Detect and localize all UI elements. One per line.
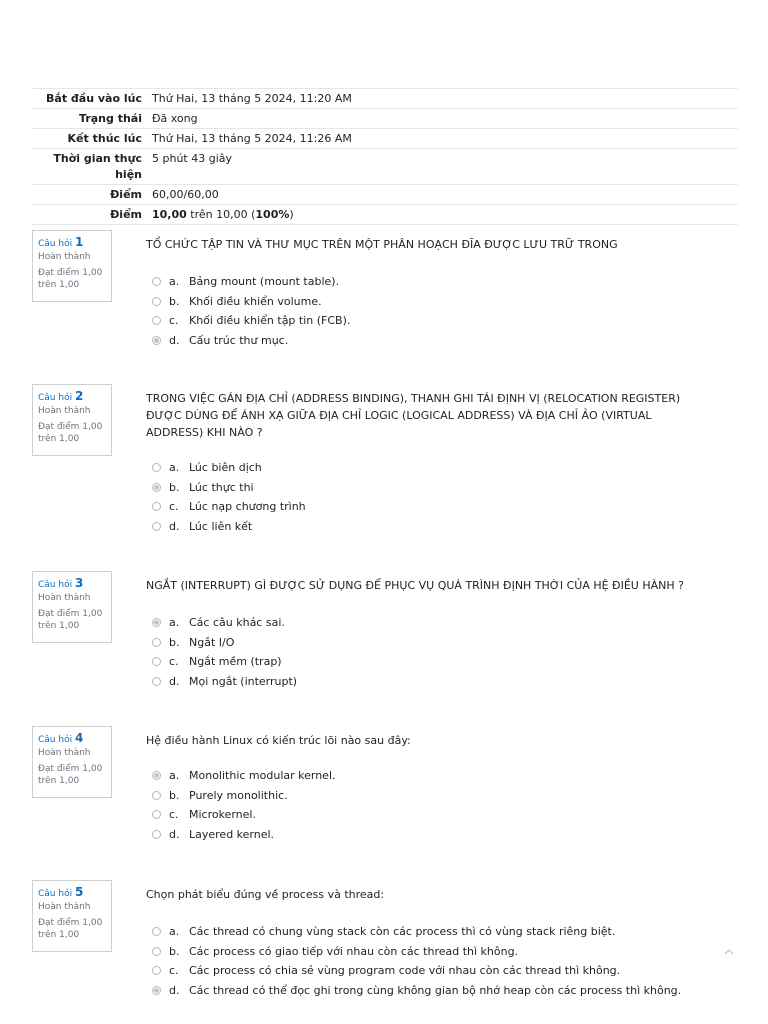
question-state: Hoàn thành xyxy=(38,748,91,758)
grade-close-paren: ) xyxy=(289,208,294,221)
question-grade: Đạt điểm 1,00 trên 1,00 xyxy=(38,268,103,290)
grade-out-of: trên 10,00 ( xyxy=(186,208,256,221)
answer-option[interactable] xyxy=(152,981,681,1001)
summary-value: 5 phút 43 giây xyxy=(152,152,233,165)
radio-icon[interactable] xyxy=(152,657,161,666)
radio-selected-icon[interactable] xyxy=(152,483,161,492)
question-number xyxy=(38,389,111,405)
option-text: Các thread có thể đọc ghi trong cùng không gian bộ nhớ heap còn các process thì không. xyxy=(189,983,682,997)
summary-value: Thứ Hai, 13 tháng 5 2024, 11:20 AM xyxy=(152,92,352,105)
option-text: Purely monolithic. xyxy=(189,788,288,802)
radio-selected-icon[interactable] xyxy=(152,771,161,780)
option-letter: d. xyxy=(169,674,180,688)
question-number-value: 1 xyxy=(74,235,84,249)
answer-options xyxy=(152,922,681,1000)
question-state: Hoàn thành xyxy=(38,902,91,912)
summary-label: Thời gian thực hiện xyxy=(53,152,142,181)
radio-icon[interactable] xyxy=(152,810,161,819)
summary-row-marks xyxy=(32,184,738,204)
answer-option[interactable] xyxy=(152,961,681,981)
option-text: Lúc biên dịch xyxy=(189,461,262,475)
option-text: Ngắt mềm (trap) xyxy=(189,655,282,669)
attempt-summary-table xyxy=(32,88,738,225)
summary-row-started xyxy=(32,88,738,108)
chevron-up-icon[interactable] xyxy=(722,945,736,959)
answer-option[interactable] xyxy=(152,311,350,331)
answer-option[interactable] xyxy=(152,825,336,845)
option-text: Microkernel. xyxy=(189,808,256,822)
option-text: Cấu trúc thư mục. xyxy=(189,333,289,347)
option-text: Khối điều khiển volume. xyxy=(189,294,322,308)
radio-icon[interactable] xyxy=(152,316,161,325)
option-text: Monolithic modular kernel. xyxy=(189,769,336,783)
answer-options xyxy=(152,272,350,350)
radio-icon[interactable] xyxy=(152,927,161,936)
grade-score: 10,00 xyxy=(152,208,187,221)
radio-icon[interactable] xyxy=(152,966,161,975)
answer-option[interactable] xyxy=(152,292,350,312)
option-text: Lúc liên kết xyxy=(189,519,253,533)
option-text: Ngắt I/O xyxy=(189,635,235,649)
option-letter: a. xyxy=(169,275,180,289)
summary-label: Điểm xyxy=(110,208,142,221)
answer-options xyxy=(152,458,306,536)
question-grade: Đạt điểm 1,00 trên 1,00 xyxy=(38,918,103,940)
question-number xyxy=(38,576,111,592)
option-text: Các process có giao tiếp với nhau còn các thread thì không. xyxy=(189,944,519,958)
summary-value: Thứ Hai, 13 tháng 5 2024, 11:26 AM xyxy=(152,132,352,145)
question-info-box xyxy=(32,880,112,952)
question-info-box xyxy=(32,384,112,456)
option-letter: a. xyxy=(169,925,180,939)
question-info-box xyxy=(32,726,112,798)
question-number xyxy=(38,235,111,251)
radio-icon[interactable] xyxy=(152,947,161,956)
radio-icon[interactable] xyxy=(152,677,161,686)
answer-option[interactable] xyxy=(152,942,681,962)
grade-percent: 100% xyxy=(255,208,290,221)
radio-icon[interactable] xyxy=(152,502,161,511)
summary-row-state xyxy=(32,108,738,128)
option-text: Các câu khác sai. xyxy=(189,616,285,630)
question-text: TỔ CHỨC TẬP TIN VÀ THƯ MỤC TRÊN MỘT PHÂN HOẠCH ĐĨA ĐƯỢC LƯU TRỮ TRONG xyxy=(146,238,618,251)
question-state: Hoàn thành xyxy=(38,406,91,416)
question-text: Chọn phát biểu đúng về process và thread: xyxy=(146,888,385,901)
summary-row-completed xyxy=(32,128,738,148)
question-number-value: 5 xyxy=(74,885,84,899)
summary-value: 60,00/60,00 xyxy=(152,188,219,201)
option-letter: d. xyxy=(169,983,180,997)
option-letter: b. xyxy=(169,480,180,494)
radio-icon[interactable] xyxy=(152,463,161,472)
option-letter: c. xyxy=(169,314,179,328)
answer-option[interactable] xyxy=(152,633,297,653)
radio-icon[interactable] xyxy=(152,638,161,647)
answer-options xyxy=(152,766,336,844)
option-letter: c. xyxy=(169,808,179,822)
option-text: Bảng mount (mount table). xyxy=(189,275,340,289)
question-state: Hoàn thành xyxy=(38,252,91,262)
option-letter: b. xyxy=(169,944,180,958)
answer-options xyxy=(152,613,297,691)
summary-label: Bắt đầu vào lúc xyxy=(46,92,142,105)
option-text: Các process có chia sẻ vùng program code với nhau còn các thread thì không. xyxy=(189,964,621,978)
answer-option[interactable] xyxy=(152,497,306,517)
answer-option[interactable] xyxy=(152,458,306,478)
option-letter: a. xyxy=(169,461,180,475)
option-text: Layered kernel. xyxy=(189,827,275,841)
summary-value: Đã xong xyxy=(152,112,198,125)
question-grade: Đạt điểm 1,00 trên 1,00 xyxy=(38,764,103,786)
option-letter: d. xyxy=(169,827,180,841)
radio-icon[interactable] xyxy=(152,830,161,839)
option-text: Các thread có chung vùng stack còn các process thì có vùng stack riêng biệt. xyxy=(189,925,616,939)
option-text: Lúc thực thi xyxy=(189,480,254,494)
question-info-box xyxy=(32,571,112,643)
answer-option[interactable] xyxy=(152,805,336,825)
answer-option[interactable] xyxy=(152,517,306,537)
answer-option[interactable] xyxy=(152,613,297,633)
option-text: Lúc nạp chương trình xyxy=(189,500,306,514)
answer-option[interactable] xyxy=(152,786,336,806)
answer-option[interactable] xyxy=(152,922,681,942)
question-number-value: 2 xyxy=(74,389,84,403)
answer-option[interactable] xyxy=(152,766,336,786)
summary-label: Kết thúc lúc xyxy=(67,132,142,145)
question-text: NGẮT (INTERRUPT) GÌ ĐƯỢC SỬ DỤNG ĐỂ PHỤC VỤ QUÁ TRÌNH ĐỊNH THỜI CỦA HỆ ĐIỀU HÀNH ? xyxy=(146,579,684,592)
radio-icon[interactable] xyxy=(152,522,161,531)
radio-selected-icon[interactable] xyxy=(152,336,161,345)
question-text: Hệ điều hành Linux có kiến trúc lõi nào sau đây: xyxy=(146,734,411,747)
option-letter: b. xyxy=(169,788,180,802)
option-letter: d. xyxy=(169,519,180,533)
option-letter: c. xyxy=(169,655,179,669)
question-grade: Đạt điểm 1,00 trên 1,00 xyxy=(38,422,103,444)
radio-icon[interactable] xyxy=(152,791,161,800)
question-state: Hoàn thành xyxy=(38,593,91,603)
radio-icon[interactable] xyxy=(152,277,161,286)
option-letter: d. xyxy=(169,333,180,347)
summary-label: Điểm xyxy=(110,188,142,201)
question-number-label: Câu hỏi xyxy=(38,393,73,403)
answer-option[interactable] xyxy=(152,272,350,292)
question-text: TRONG VIỆC GÁN ĐỊA CHỈ (ADDRESS BINDING), THANH GHI TÁI ĐỊNH VỊ (RELOCATION REGISTER) ĐƯỢC DÙNG ĐỂ ÁNH XẠ GIỮA ĐỊA CHỈ LOGIC (LOGICAL ADDRESS) VÀ ĐỊA CHỈ ẢO (VIRTUAL ADDRESS) KHI NÀO ? xyxy=(146,392,681,439)
option-letter: b. xyxy=(169,294,180,308)
question-number-label: Câu hỏi xyxy=(38,239,73,249)
question-number-label: Câu hỏi xyxy=(38,889,73,899)
question-number xyxy=(38,885,111,901)
radio-selected-icon[interactable] xyxy=(152,618,161,627)
option-letter: a. xyxy=(169,616,180,630)
summary-label: Trạng thái xyxy=(79,112,142,125)
answer-option[interactable] xyxy=(152,331,350,351)
summary-grade-value xyxy=(152,205,738,224)
option-text: Khối điều khiển tập tin (FCB). xyxy=(189,314,351,328)
answer-option[interactable] xyxy=(152,652,297,672)
radio-selected-icon[interactable] xyxy=(152,986,161,995)
question-number xyxy=(38,731,111,747)
question-number-label: Câu hỏi xyxy=(38,735,73,745)
summary-row-grade xyxy=(32,204,738,225)
question-number-label: Câu hỏi xyxy=(38,580,73,590)
answer-option[interactable] xyxy=(152,478,306,498)
answer-option[interactable] xyxy=(152,672,297,692)
option-text: Mọi ngắt (interrupt) xyxy=(189,674,298,688)
option-letter: c. xyxy=(169,500,179,514)
question-grade: Đạt điểm 1,00 trên 1,00 xyxy=(38,609,103,631)
question-info-box xyxy=(32,230,112,302)
option-letter: b. xyxy=(169,635,180,649)
question-number-value: 4 xyxy=(74,731,84,745)
question-number-value: 3 xyxy=(74,576,84,590)
summary-row-time-taken xyxy=(32,148,738,184)
option-letter: a. xyxy=(169,769,180,783)
option-letter: c. xyxy=(169,964,179,978)
radio-icon[interactable] xyxy=(152,297,161,306)
